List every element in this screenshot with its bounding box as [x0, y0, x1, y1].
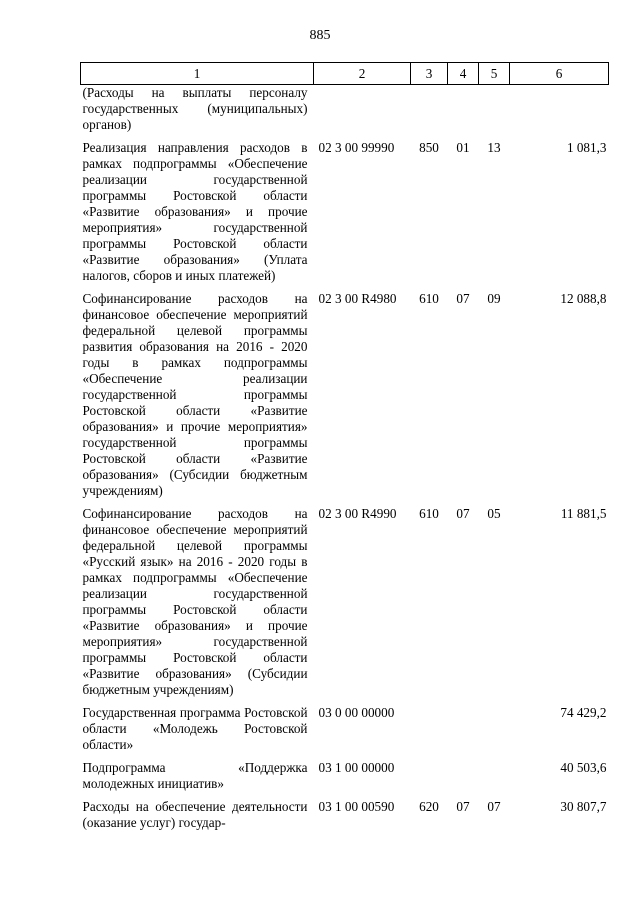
row-name: (Расходы на выплаты персоналу государственных (муниципальных) органов) — [82, 85, 308, 132]
row-expense-type: 850 — [419, 140, 439, 155]
row-section: 07 — [456, 506, 470, 521]
row-section: 01 — [456, 140, 470, 155]
row-expense-type — [411, 698, 448, 753]
table-header-row — [81, 63, 609, 85]
row-amount — [510, 85, 609, 134]
row-expense-type: 620 — [419, 799, 439, 814]
row-subsection — [479, 85, 510, 134]
row-amount: 74 429,2 — [560, 705, 607, 720]
row-subsection: 07 — [487, 799, 501, 814]
header-col-3: 3 — [411, 63, 448, 85]
row-name: Реализация направления расходов в рамках подпрограммы «Обеспечение реализации государственной программы Ростовской области «Развитие образования» и прочие мероприятия» государственной программы Ростовской области «Развитие образования» (Уплата налогов, сборов и иных платежей) — [82, 140, 308, 283]
table-row — [81, 85, 609, 134]
row-section — [448, 85, 479, 134]
row-subsection: 09 — [487, 291, 501, 306]
table-row — [81, 133, 609, 284]
row-expense-type — [411, 85, 448, 134]
row-name: Расходы на обеспечение деятельности (оказание услуг) государ- — [82, 799, 308, 830]
row-amount: 1 081,3 — [566, 140, 607, 155]
row-target-code: 03 1 00 00590 — [318, 799, 395, 814]
row-name: Софинансирование расходов на финансовое обеспечение мероприятий федеральной целевой программы «Русский язык» на 2016 - 2020 годы в рамках подпрограммы «Обеспечение реализации государственной программы Ростовской области «Развитие образования» и прочие мероприятия» государственной программы Ростовской области «Развитие образования» (Субсидии бюджетным учреждениям) — [82, 506, 308, 697]
row-expense-type: 610 — [419, 291, 439, 306]
row-subsection — [479, 698, 510, 753]
row-section: 07 — [456, 291, 470, 306]
row-section — [448, 753, 479, 792]
row-target-code: 02 3 00 R4980 — [318, 291, 397, 306]
row-target-code: 02 3 00 R4990 — [318, 506, 397, 521]
row-expense-type — [411, 753, 448, 792]
table-row — [81, 698, 609, 753]
header-col-5: 5 — [479, 63, 510, 85]
budget-table — [80, 62, 609, 831]
header-col-4: 4 — [448, 63, 479, 85]
header-col-2: 2 — [314, 63, 411, 85]
row-section — [448, 698, 479, 753]
row-section: 07 — [456, 799, 470, 814]
row-expense-type: 610 — [419, 506, 439, 521]
row-name: Государственная программа Ростовской области «Молодежь Ростовской области» — [82, 705, 308, 752]
row-target-code: 03 0 00 00000 — [318, 705, 395, 720]
header-col-1: 1 — [81, 63, 314, 85]
row-name: Подпрограмма «Поддержка молодежных инициатив» — [82, 760, 308, 791]
row-target-code — [314, 85, 411, 134]
header-col-6: 6 — [510, 63, 609, 85]
table-row — [81, 792, 609, 831]
row-subsection — [479, 753, 510, 792]
row-amount: 40 503,6 — [560, 760, 607, 775]
row-target-code: 02 3 00 99990 — [318, 140, 395, 155]
row-amount: 11 881,5 — [560, 506, 607, 521]
row-amount: 12 088,8 — [560, 291, 607, 306]
row-target-code: 03 1 00 00000 — [318, 760, 395, 775]
row-subsection: 13 — [487, 140, 501, 155]
table-row — [81, 284, 609, 499]
table-row — [81, 753, 609, 792]
row-name: Софинансирование расходов на финансовое обеспечение мероприятий федеральной целевой программы развития образования на 2016 - 2020 годы в рамках подпрограммы «Обеспечение реализации государственной программы Ростовской области «Развитие образования» и прочие мероприятия» государственной программы Ростовской области «Развитие образования» (Субсидии бюджетным учреждениям) — [82, 291, 308, 498]
page-number: 885 — [309, 28, 331, 43]
table-row — [81, 499, 609, 698]
row-amount: 30 807,7 — [560, 799, 607, 814]
row-subsection: 05 — [487, 506, 501, 521]
